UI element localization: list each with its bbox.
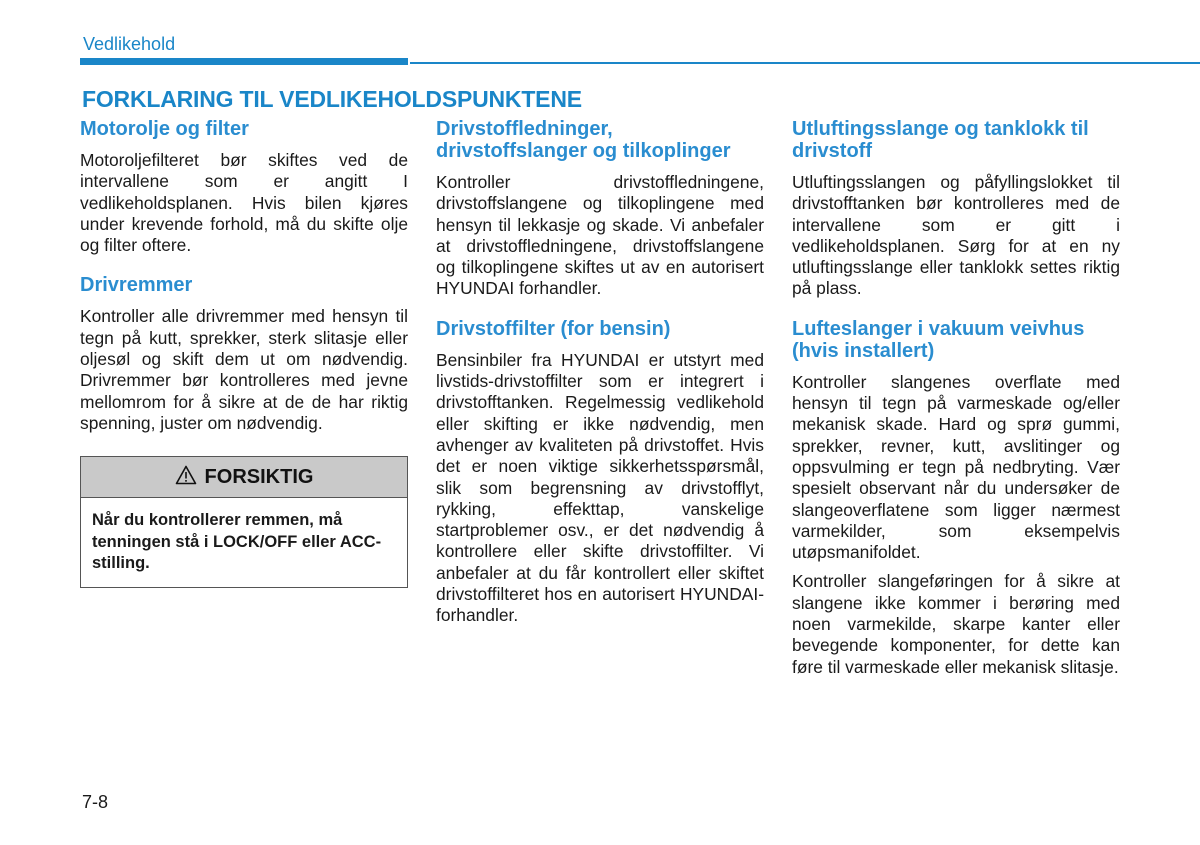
paragraph-utluftingsslange: Utluftingsslangen og påfyllingslokket til drivstofftanken bør kontrolleres med de intervallene som er gitt i vedlikeholdsplanen. Sørg for at en ny utluftingsslange eller tanklokk settes riktig på plass. [792, 172, 1120, 299]
section-label: Vedlikehold [83, 34, 176, 54]
heading-motorolje: Motorolje og filter [80, 118, 249, 140]
heading-lufteslanger: Lufteslanger i vakuum veivhus (hvis installert) [792, 317, 1085, 362]
paragraph-motorolje: Motoroljefilteret bør skiftes ved de intervallene som er angitt I vedlikeholdsplanen. Hvis bilen kjøres under krevende forhold, må du skifte olje og filter oftere. [80, 150, 408, 256]
header-rule-thin [410, 62, 1200, 64]
paragraph-lufteslanger-1: Kontroller slangenes overflate med hensyn til tegn på varmeskade og/eller mekanisk skade. Hard og sprø gummi, sprekker, revner, kutt, avslitinger og oppsvulming er tegn på nedbryting. Vær spesielt observant når du undersøker de slangeoverflatene som ligger nærmest varmekilder, som eksempelvis utøpsmanifoldet. [792, 371, 1120, 563]
heading-utluftingsslange: Utluftingsslange og tanklokk til drivstoff [792, 118, 1089, 162]
caution-header [81, 457, 407, 498]
caution-box [80, 456, 408, 588]
caution-title: FORSIKTIG [204, 465, 314, 488]
page-number: 7-8 [82, 792, 109, 812]
warning-triangle-icon [175, 465, 197, 490]
heading-drivremmer: Drivremmer [80, 274, 193, 297]
paragraph-lufteslanger-2: Kontroller slangeføringen for å sikre at slangene ikke kommer i berøring med noen varmekilde, skarpe kanter eller bevegende komponenter, for dette kan føre til varmeskade eller mekanisk slitasje. [792, 571, 1120, 677]
header-rule-thick [80, 58, 408, 65]
paragraph-drivremmer: Kontroller alle drivremmer med hensyn til tegn på kutt, sprekker, sterk slitasje eller oljesøl og skift dem ut om nødvendig. Drivremmer bør kontrolleres med jevne mellomrom for å sikre at de de har riktig spenning, juster om nødvendig. [80, 306, 408, 433]
heading-drivstoffilter: Drivstoffilter (for bensin) [436, 317, 671, 340]
heading-drivstoffledninger: Drivstoffledninger, drivstoffslanger og tilkoplinger [436, 118, 731, 162]
caution-text: Når du kontrollerer remmen, må tenningen stå i LOCK/OFF eller ACC-stilling. [92, 511, 382, 573]
column-right [792, 118, 1120, 696]
column-left [80, 118, 408, 588]
paragraph-drivstoffledninger: Kontroller drivstoffledningene, drivstoffslangene og tilkoplingene med hensyn til lekkasje og skade. Vi anbefaler at drivstoffledningene, drivstoffslangene og tilkoplingene skiftes ut av en autorisert HYUNDAI forhandler. [436, 172, 764, 299]
column-middle [436, 118, 764, 645]
paragraph-drivstoffilter: Bensinbiler fra HYUNDAI er utstyrt med livstids-drivstoffilter som er integrert i drivstofftanken. Regelmessig vedlikehold eller skifting er ikke nødvendig, men avhenger av kvaliteten på drivstoffet. Hvis det er noen viktige sikkerhetsspørsmål, slik som begrensning av drivstofflyt, rykking, effekttap, vanskelige startproblemer osv., er det nødvendig å kontrollere eller skifte drivstoffilter. Vi anbefaler at du får kontrollert eller skiftet drivstoffilteret hos en autorisert HYUNDAI-forhandler. [436, 349, 764, 626]
page-title: FORKLARING TIL VEDLIKEHOLDSPUNKTENE [82, 86, 582, 112]
